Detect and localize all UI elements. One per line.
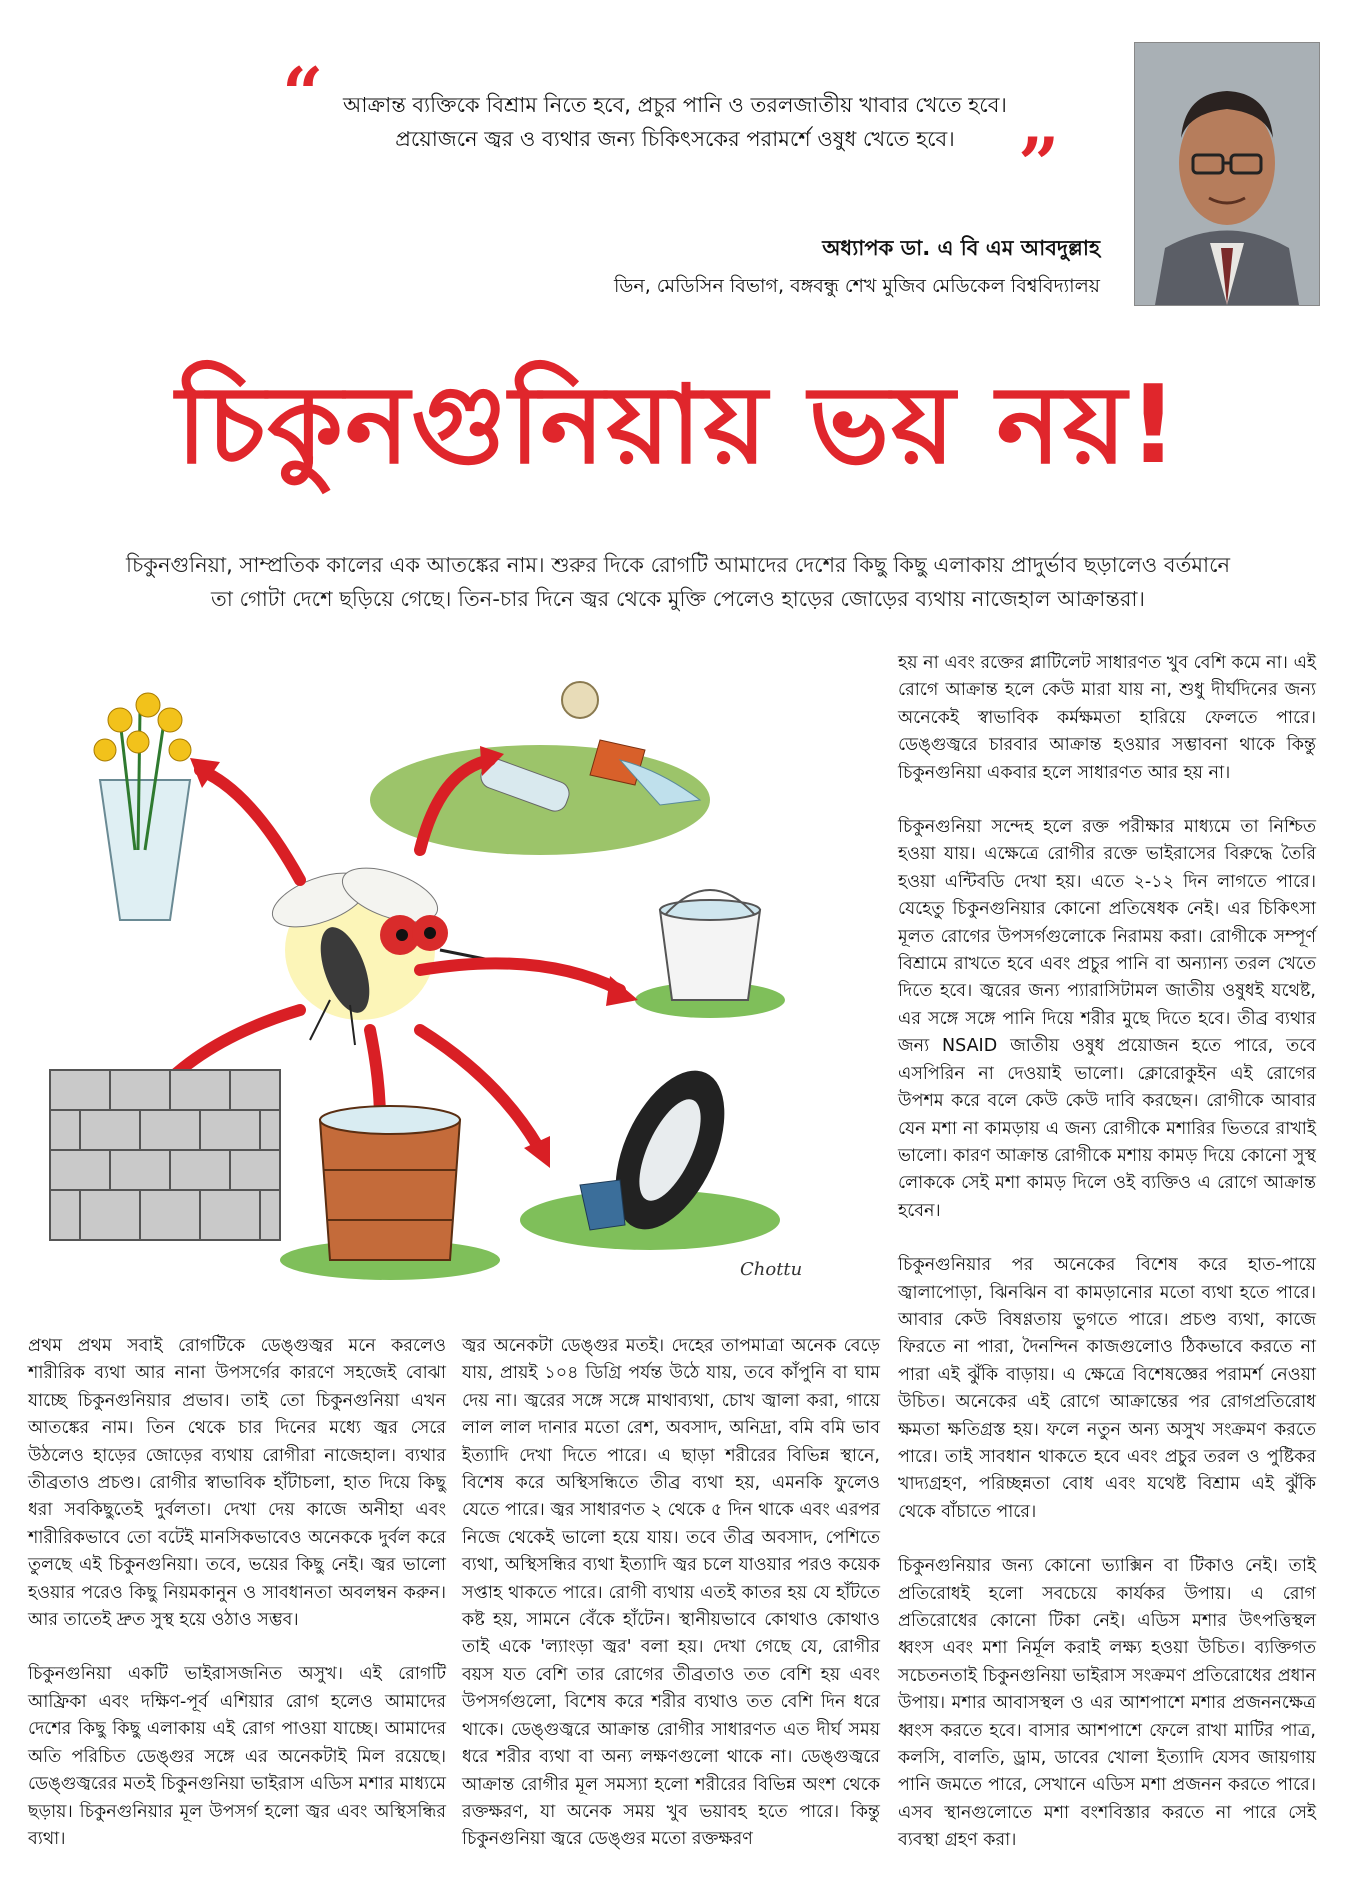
artist-signature: Chottu xyxy=(740,1259,803,1280)
intro-line-1: চিকুনগুনিয়া, সাম্প্রতিক কালের এক আতঙ্কের নাম। শুরুর দিকে রোগটি আমাদের দেশের কিছু কিছু এলাকায় প্রাদুর্ভাব ছড়ালেও বর্তমানে xyxy=(125,553,1231,577)
left-paragraph-1: প্রথম প্রথম সবাই রোগটিকে ডেঙ্গুজ্বর মনে করলেও শারীরিক ব্যথা আর নানা উপসর্গের কারণে সহজেই বোঝা যাচ্ছে চিকুনগুনিয়ার প্রভাব। তাই তো চিকুনগুনিয়া এখন আতঙ্কের নাম। তিন থেকে চার দিনের মধ্যে জ্বর সেরে উঠলেও হাড়ের জোড়ের ব্যথায় রোগীরা নাজেহাল। ব্যথার তীব্রতাও প্রচণ্ড। রোগীর স্বাভাবিক হাঁটাচলা, হাত দিয়ে কিছু ধরা সবকিছুতেই দুর্বলতা। দেখা দেয় কাজে অনীহা এবং শারীরিকভাবে তো বটেই মানসিকভাবেও অনেককে দুর্বল করে তুলছে এই চিকুনগুনিয়া। তবে, ভয়ের কিছু নেই। জ্বর ভালো হওয়ার পরেও কিছু নিয়মকানুন ও সাবধানতা অবলম্বন করুন। আর তাতেই দ্রুত সুস্থ হয়ে ওঠাও সম্ভব। xyxy=(28,1336,446,1631)
quote-line-1: আক্রান্ত ব্যক্তিকে বিশ্রাম নিতে হবে, প্রচুর পানি ও তরলজাতীয় খাবার খেতে হবে। xyxy=(343,93,1007,117)
right-paragraph-2: চিকুনগুনিয়া সন্দেহ হলে রক্ত পরীক্ষার মাধ্যমে তা নিশ্চিত হওয়া যায়। এক্ষেত্রে রোগীর রক্তে ভাইরাসের বিরুদ্ধে তৈরি হওয়া এন্টিবডি দেখা হয়। এতে ২-১২ দিন লাগতে পারে। যেহেতু চিকুনগুনিয়ার কোনো প্রতিষেধক নেই। এর চিকিৎসা মূলত রোগের উপসর্গগুলোকে নিরাময় করা। রোগীকে সম্পূর্ণ বিশ্রামে রাখতে হবে এবং প্রচুর পানি বা অন্যান্য তরল খেতে দিতে হবে। জ্বরের জন্য প্যারাসিটামল জাতীয় ওষুধই যথেষ্ট, এর সঙ্গে সঙ্গে পানি দিয়ে শরীর মুছে দিতে হবে। তীব্র ব্যথার জন্য NSAID জাতীয় ওষুধ প্রয়োজন হতে পারে, তবে এসপিরিন না দেওয়াই ভালো। ক্লোরোকুইন এই রোগের উপশম করে বলে কেউ কেউ দাবি করছেন। রোগীকে আবার যেন মশা না কামড়ায় এ জন্য রোগীকে মশারির ভিতরে রাখাই ভালো। কারণ আক্রান্ত রোগীকে মশায় কামড় দিয়ে কোনো সুস্থ লোককে সেই মশা কামড় দিলে ওই ব্যক্তিও এ রোগে আক্রান্ত হবেন। xyxy=(898,817,1316,1221)
right-paragraph-3: চিকুনগুনিয়ার পর অনেকের বিশেষ করে হাত-পায়ে জ্বালাপোড়া, ঝিনঝিন বা কামড়ানোর মতো ব্যথা হতে পারে। আবার কেউ বিষণ্ণতায় ভুগতে পারে। প্রচণ্ড ব্যথা, কাজে ফিরতে না পারা, দৈনন্দিন কাজগুলোও ঠিকভাবে করতে না পারা এই ঝুঁকি বাড়ায়। এ ক্ষেত্রে বিশেষজ্ঞের পরামর্শ নেওয়া উচিত। অনেকের এই রোগে আক্রান্তের পর রোগপ্রতিরোধ ক্ষমতা ক্ষতিগ্রস্ত হয়। ফলে নতুন অন্য অসুখ সংক্রমণ করতে পারে। তাই সাবধান থাকতে হবে এবং প্রচুর তরল ও পুষ্টিকর খাদ্যগ্রহণ, পরিচ্ছন্নতা বোধ এবং যথেষ্ট বিশ্রাম এই ঝুঁকি থেকে বাঁচাতে পারে। xyxy=(898,1255,1316,1522)
open-quote-mark: “ xyxy=(282,51,324,136)
column-middle xyxy=(462,1333,880,1881)
close-quote-mark: ” xyxy=(1018,121,1060,206)
headline: চিকুনগুনিয়ায় ভয় নয়! xyxy=(176,363,1180,488)
mosquito-icon xyxy=(265,857,540,1045)
intro-paragraph xyxy=(60,548,1296,616)
flower-vase-icon xyxy=(94,693,191,920)
quote-text xyxy=(330,88,1020,156)
author-photo xyxy=(1134,42,1320,306)
brick-wall-icon xyxy=(50,1070,280,1240)
author-name: অধ্যাপক ডা. এ বি এম আবদুল্লাহ xyxy=(822,236,1100,260)
bucket-icon xyxy=(635,890,785,1018)
intro-line-2: তা গোটা দেশে ছড়িয়ে গেছে। তিন-চার দিনে জ্বর থেকে মুক্তি পেলেও হাড়ের জোড়ের ব্যথায় নাজেহাল আক্রান্তরা। xyxy=(211,587,1145,611)
quote-line-2: প্রয়োজনে জ্বর ও ব্যথার জন্য চিকিৎসকের পরামর্শে ওষুধ খেতে হবে। xyxy=(395,127,955,151)
middle-paragraph-1: জ্বর অনেকটা ডেঙ্গুর মতই। দেহের তাপমাত্রা অনেক বেড়ে যায়, প্রায়ই ১০৪ ডিগ্রি পর্যন্ত উঠে যায়, তবে কাঁপুনি বা ঘাম দেয় না। জ্বরের সঙ্গে সঙ্গে মাথাব্যথা, চোখ জ্বালা করা, গায়ে লাল লাল দানার মতো রেশ, অবসাদ, অনিদ্রা, বমি বমি ভাব ইত্যাদি দেখা দিতে পারে। এ ছাড়া শরীরের বিভিন্ন স্থানে, বিশেষ করে অস্থিসন্ধিতে তীব্র ব্যথা হয়, এমনকি ফুলেও যেতে পারে। জ্বর সাধারণত ২ থেকে ৫ দিন থাকে এবং এরপর নিজে থেকেই ভালো হয়ে যায়। তবে তীব্র অবসাদ, পেশিতে ব্যথা, অস্থিসন্ধির ব্যথা ইত্যাদি জ্বর চলে যাওয়ার পরও কয়েক সপ্তাহ থাকতে পারে। রোগী ব্যথায় এতই কাতর হয় যে হাঁটতে কষ্ট হয়, সামনে বেঁকে হাঁটেন। স্থানীয়ভাবে কোথাও কোথাও তাই একে 'ল্যাংড়া জ্বর' বলা হয়। দেখা গেছে যে, রোগীর বয়স যত বেশি তার রোগের তীব্রতাও তত বেশি হয় এবং উপসর্গগুলো, বিশেষ করে শরীর ব্যথাও তত বেশি দিন ধরে থাকে। ডেঙ্গুজ্বরে আক্রান্ত রোগীর সাধারণত এত দীর্ঘ সময় ধরে শরীর ব্যথা বা অন্য লক্ষণগুলো থাকে না। ডেঙ্গুজ্বরে আক্রান্ত রোগীর মূল সমস্যা হলো শরীরের বিভিন্ন অংশ থেকে রক্তক্ষরণ, যা অনেক সময় খুব ভয়াবহ হতে পারে। কিন্তু চিকুনগুনিয়া জ্বরে ডেঙ্গুর মতো রক্তক্ষরণ xyxy=(462,1336,880,1850)
column-right xyxy=(898,650,1316,1882)
column-left xyxy=(28,1333,446,1880)
left-paragraph-2: চিকুনগুনিয়া একটি ভাইরাসজনিত অসুখ। এই রোগটি আফ্রিকা এবং দক্ষিণ-পূর্ব এশিয়ার রোগ হলেও আমাদের দেশের কিছু কিছু এলাকায় এই রোগ পাওয়া যাচ্ছে। আমাদের অতি পরিচিত ডেঙ্গুর সঙ্গে এর অনেকটাই মিল রয়েছে। ডেঙ্গুজ্বরের মতই চিকুনগুনিয়া ভাইরাস এডিস মশার মাধ্যমে ছড়ায়। চিকুনগুনিয়ার মূল উপসর্গ হলো জ্বর এবং অস্থিসন্ধির ব্যথা। xyxy=(28,1664,446,1849)
right-paragraph-4: চিকুনগুনিয়ার জন্য কোনো ভ্যাক্সিন বা টিকাও নেই। তাই প্রতিরোধই হলো সবচেয়ে কার্যকর উপায়। এ রোগ প্রতিরোধের কোনো টিকা নেই। এডিস মশার উৎপত্তিস্থল ধ্বংস এবং মশা নির্মূল করাই লক্ষ্য হওয়া উচিত। ব্যক্তিগত সচেতনতাই চিকুনগুনিয়া ভাইরাস সংক্রমণ প্রতিরোধের প্রধান উপায়। মশার আবাসস্থল ও এর আশপাশে মশার প্রজননক্ষেত্র ধ্বংস করতে হবে। বাসার আশপাশে ফেলে রাখা মাটির পাত্র, কলসি, বালতি, ড্রাম, ডাবের খোলা ইত্যাদি যেসব জায়গায় পানি জমতে পারে, সেখানে এডিস মশা প্রজনন করতে পারে। এসব স্থানগুলোতে মশা বংশবিস্তার করতে না পারে সেই ব্যবস্থা গ্রহণ করা। xyxy=(898,1556,1316,1851)
mosquito-breeding-illustration xyxy=(20,650,880,1290)
drum-icon xyxy=(280,1106,500,1280)
author-title: ডিন, মেডিসিন বিভাগ, বঙ্গবন্ধু শেখ মুজিব মেডিকেল বিশ্ববিদ্যালয় xyxy=(613,275,1100,297)
tyre-icon xyxy=(520,1054,780,1250)
right-paragraph-1: হয় না এবং রক্তের প্লাটিলেট সাধারণত খুব বেশি কমে না। এই রোগে আক্রান্ত হলে কেউ মারা যায় না, শুধু দীর্ঘদিনের জন্য অনেকেই স্বাভাবিক কর্মক্ষমতা হারিয়ে ফেলতে পারে। ডেঙ্গুজ্বরে চারবার আক্রান্ত হওয়ার সম্ভাবনা থাকে কিন্তু চিকুনগুনিয়া একবার হলে সাধারণত আর হয় না। xyxy=(898,653,1316,783)
